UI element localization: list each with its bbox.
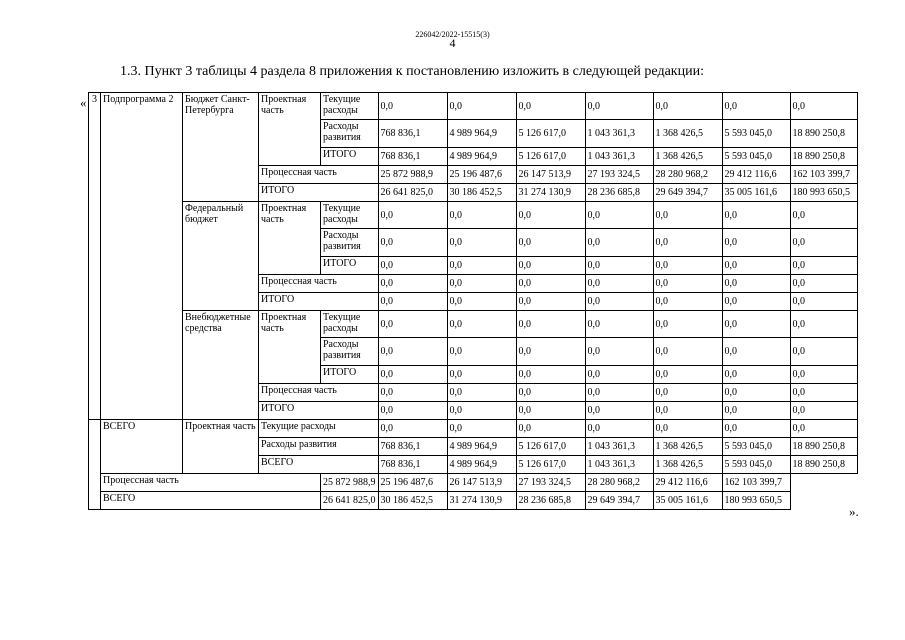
value-cell: 18 890 250,8 <box>790 120 857 148</box>
value-cell: 0,0 <box>447 257 516 275</box>
table-row <box>89 474 858 492</box>
part-label: Проектная часть <box>183 420 259 474</box>
value-cell: 0,0 <box>653 229 722 257</box>
value-cell: 0,0 <box>516 293 585 311</box>
value-cell: 0,0 <box>653 311 722 338</box>
part-label: Проектная часть <box>259 311 321 384</box>
total-label: ИТОГО <box>259 293 379 311</box>
expense-label: Текущие расходы <box>321 311 379 338</box>
value-cell: 25 872 988,9 <box>378 166 447 184</box>
value-cell: 0,0 <box>447 420 516 438</box>
value-cell: 0,0 <box>516 311 585 338</box>
value-cell: 768 836,1 <box>378 148 447 166</box>
value-cell: 0,0 <box>722 229 790 257</box>
value-cell: 0,0 <box>516 229 585 257</box>
value-cell: 0,0 <box>722 93 790 120</box>
value-cell: 5 593 045,0 <box>722 456 790 474</box>
value-cell: 18 890 250,8 <box>790 148 857 166</box>
value-cell: 0,0 <box>447 293 516 311</box>
value-cell: 5 126 617,0 <box>516 120 585 148</box>
value-cell: 35 005 161,6 <box>653 492 722 510</box>
value-cell: 0,0 <box>722 338 790 366</box>
value-cell: 0,0 <box>585 229 653 257</box>
value-cell: 0,0 <box>790 257 857 275</box>
value-cell: 4 989 964,9 <box>447 148 516 166</box>
value-cell: 0,0 <box>516 384 585 402</box>
value-cell: 0,0 <box>722 420 790 438</box>
value-cell: 0,0 <box>722 311 790 338</box>
part-label: Проектная часть <box>259 93 321 166</box>
value-cell: 0,0 <box>790 402 857 420</box>
value-cell: 0,0 <box>516 275 585 293</box>
value-cell: 0,0 <box>447 202 516 229</box>
expense-label: Текущие расходы <box>321 202 379 229</box>
value-cell: 0,0 <box>585 275 653 293</box>
value-cell: 31 274 130,9 <box>516 184 585 202</box>
value-cell: 0,0 <box>447 366 516 384</box>
value-cell: 4 989 964,9 <box>447 438 516 456</box>
value-cell: 0,0 <box>653 257 722 275</box>
value-cell: 0,0 <box>378 384 447 402</box>
value-cell: 0,0 <box>585 366 653 384</box>
value-cell: 180 993 650,5 <box>790 184 857 202</box>
value-cell: 0,0 <box>722 293 790 311</box>
value-cell: 28 280 968,2 <box>653 166 722 184</box>
value-cell: 0,0 <box>722 275 790 293</box>
value-cell: 0,0 <box>790 366 857 384</box>
value-cell: 25 872 988,9 <box>321 474 379 492</box>
value-cell: 0,0 <box>585 293 653 311</box>
source-name: Внебюджетные средства <box>183 311 259 420</box>
process-label: Процессная часть <box>259 166 379 184</box>
value-cell: 0,0 <box>653 293 722 311</box>
value-cell: 768 836,1 <box>378 120 447 148</box>
value-cell: 768 836,1 <box>378 438 447 456</box>
expense-label: Текущие расходы <box>259 420 379 438</box>
value-cell: 0,0 <box>378 293 447 311</box>
value-cell: 25 196 487,6 <box>378 474 447 492</box>
value-cell: 4 989 964,9 <box>447 456 516 474</box>
table-row <box>89 420 858 438</box>
value-cell: 0,0 <box>790 202 857 229</box>
process-label: Процессная часть <box>259 384 379 402</box>
expense-label: ВСЕГО <box>259 456 379 474</box>
value-cell: 29 649 394,7 <box>585 492 653 510</box>
source-name: Бюджет Санкт-Петербурга <box>183 93 259 202</box>
value-cell: 5 126 617,0 <box>516 438 585 456</box>
value-cell: 0,0 <box>585 420 653 438</box>
value-cell: 0,0 <box>585 257 653 275</box>
value-cell: 0,0 <box>378 229 447 257</box>
value-cell: 0,0 <box>653 338 722 366</box>
process-label: Процессная часть <box>101 474 321 492</box>
value-cell: 0,0 <box>378 93 447 120</box>
value-cell: 0,0 <box>585 338 653 366</box>
value-cell: 0,0 <box>516 202 585 229</box>
value-cell: 26 641 825,0 <box>378 184 447 202</box>
value-cell: 0,0 <box>378 311 447 338</box>
spacer-cell <box>89 420 101 510</box>
value-cell: 0,0 <box>585 93 653 120</box>
value-cell: 0,0 <box>653 275 722 293</box>
value-cell: 1 043 361,3 <box>585 148 653 166</box>
value-cell: 35 005 161,6 <box>722 184 790 202</box>
intro-text: 1.3. Пункт 3 таблицы 4 раздела 8 приложения к постановлению изложить в следующей редакции: <box>120 64 704 79</box>
quote-close: ». <box>849 504 859 519</box>
value-cell: 0,0 <box>447 402 516 420</box>
value-cell: 768 836,1 <box>378 456 447 474</box>
table-row <box>89 202 858 229</box>
total-label: ВСЕГО <box>101 492 321 510</box>
value-cell: 0,0 <box>378 275 447 293</box>
row-number: 3 <box>89 93 101 420</box>
value-cell: 1 043 361,3 <box>585 456 653 474</box>
value-cell: 162 103 399,7 <box>722 474 790 492</box>
value-cell: 0,0 <box>790 311 857 338</box>
value-cell: 30 186 452,5 <box>378 492 447 510</box>
value-cell: 0,0 <box>653 420 722 438</box>
table-row <box>89 492 858 510</box>
value-cell: 26 147 513,9 <box>516 166 585 184</box>
value-cell: 0,0 <box>585 402 653 420</box>
value-cell: 0,0 <box>516 402 585 420</box>
value-cell: 26 641 825,0 <box>321 492 379 510</box>
value-cell: 0,0 <box>722 202 790 229</box>
value-cell: 0,0 <box>653 93 722 120</box>
value-cell: 0,0 <box>790 384 857 402</box>
table-row <box>89 93 858 120</box>
value-cell: 31 274 130,9 <box>447 492 516 510</box>
value-cell: 0,0 <box>378 202 447 229</box>
quote-open: « <box>80 95 87 110</box>
value-cell: 180 993 650,5 <box>722 492 790 510</box>
value-cell: 0,0 <box>378 257 447 275</box>
value-cell: 0,0 <box>378 420 447 438</box>
value-cell: 0,0 <box>516 338 585 366</box>
value-cell: 0,0 <box>585 202 653 229</box>
value-cell: 29 412 116,6 <box>722 166 790 184</box>
value-cell: 0,0 <box>516 93 585 120</box>
document-code: 226042/2022-15515(3) <box>415 30 490 39</box>
expense-label: Расходы развития <box>259 438 379 456</box>
value-cell: 0,0 <box>722 257 790 275</box>
value-cell: 0,0 <box>790 420 857 438</box>
table-row <box>89 311 858 338</box>
value-cell: 0,0 <box>447 311 516 338</box>
part-label: Проектная часть <box>259 202 321 275</box>
value-cell: 0,0 <box>447 384 516 402</box>
value-cell: 0,0 <box>653 402 722 420</box>
value-cell: 4 989 964,9 <box>447 120 516 148</box>
value-cell: 0,0 <box>516 366 585 384</box>
value-cell: 162 103 399,7 <box>790 166 857 184</box>
expense-label: ИТОГО <box>321 257 379 275</box>
value-cell: 1 368 426,5 <box>653 120 722 148</box>
value-cell: 5 126 617,0 <box>516 148 585 166</box>
value-cell: 0,0 <box>722 402 790 420</box>
value-cell: 0,0 <box>790 293 857 311</box>
value-cell: 0,0 <box>653 384 722 402</box>
value-cell: 1 368 426,5 <box>653 456 722 474</box>
value-cell: 0,0 <box>790 93 857 120</box>
value-cell: 5 593 045,0 <box>722 438 790 456</box>
value-cell: 0,0 <box>653 202 722 229</box>
value-cell: 28 236 685,8 <box>516 492 585 510</box>
value-cell: 0,0 <box>378 402 447 420</box>
value-cell: 0,0 <box>447 93 516 120</box>
value-cell: 29 412 116,6 <box>653 474 722 492</box>
expense-label: Расходы развития <box>321 229 379 257</box>
page-number: 4 <box>449 36 456 50</box>
expense-label: Расходы развития <box>321 120 379 148</box>
process-label: Процессная часть <box>259 275 379 293</box>
value-cell: 5 593 045,0 <box>722 120 790 148</box>
value-cell: 0,0 <box>516 420 585 438</box>
value-cell: 25 196 487,6 <box>447 166 516 184</box>
value-cell: 0,0 <box>585 311 653 338</box>
value-cell: 0,0 <box>790 275 857 293</box>
value-cell: 28 236 685,8 <box>585 184 653 202</box>
value-cell: 28 280 968,2 <box>585 474 653 492</box>
value-cell: 18 890 250,8 <box>790 456 857 474</box>
total-label: ИТОГО <box>259 402 379 420</box>
value-cell: 0,0 <box>790 338 857 366</box>
overall-label: ВСЕГО <box>101 420 183 474</box>
value-cell: 0,0 <box>722 384 790 402</box>
value-cell: 0,0 <box>447 338 516 366</box>
value-cell: 27 193 324,5 <box>585 166 653 184</box>
expense-label: ИТОГО <box>321 148 379 166</box>
source-name: Федеральный бюджет <box>183 202 259 311</box>
expense-label: Расходы развития <box>321 338 379 366</box>
expense-label: Текущие расходы <box>321 93 379 120</box>
value-cell: 29 649 394,7 <box>653 184 722 202</box>
funding-table <box>88 92 858 510</box>
value-cell: 1 368 426,5 <box>653 148 722 166</box>
value-cell: 1 368 426,5 <box>653 438 722 456</box>
value-cell: 18 890 250,8 <box>790 438 857 456</box>
value-cell: 0,0 <box>585 384 653 402</box>
value-cell: 27 193 324,5 <box>516 474 585 492</box>
value-cell: 26 147 513,9 <box>447 474 516 492</box>
value-cell: 5 593 045,0 <box>722 148 790 166</box>
value-cell: 0,0 <box>447 275 516 293</box>
subprogram-name: Подпрограмма 2 <box>101 93 183 420</box>
value-cell: 0,0 <box>378 338 447 366</box>
value-cell: 0,0 <box>790 229 857 257</box>
total-label: ИТОГО <box>259 184 379 202</box>
expense-label: ИТОГО <box>321 366 379 384</box>
value-cell: 0,0 <box>447 229 516 257</box>
value-cell: 5 126 617,0 <box>516 456 585 474</box>
value-cell: 1 043 361,3 <box>585 120 653 148</box>
value-cell: 0,0 <box>516 257 585 275</box>
value-cell: 30 186 452,5 <box>447 184 516 202</box>
value-cell: 0,0 <box>722 366 790 384</box>
value-cell: 0,0 <box>653 366 722 384</box>
value-cell: 1 043 361,3 <box>585 438 653 456</box>
value-cell: 0,0 <box>378 366 447 384</box>
